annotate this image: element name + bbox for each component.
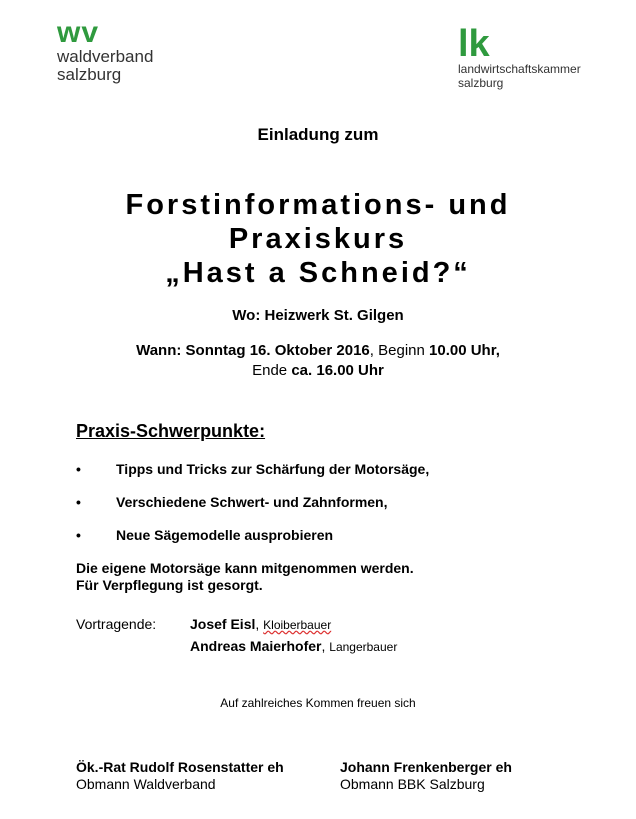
list-item	[76, 527, 333, 543]
bullet-icon: •	[76, 527, 81, 543]
intro-text: Einladung zum	[257, 125, 379, 144]
note-line-1: Die eigene Motorsäge kann mitgenommen werden.	[76, 560, 414, 576]
when-label: Wann:	[136, 342, 182, 359]
begin-time: 10.00 Uhr,	[429, 342, 500, 359]
wv-logo-line2: salzburg	[57, 65, 122, 84]
end-time: ca. 16.00 Uhr	[291, 362, 384, 379]
end-line	[0, 361, 636, 381]
bullet-icon: •	[76, 461, 81, 477]
lk-logo-line1: landwirtschaftskammer	[458, 62, 581, 76]
speaker-entry: Josef Eisl, Kloiberbauer	[190, 616, 332, 632]
begin-label: Beginn	[378, 342, 425, 359]
note-line-2: Für Verpflegung ist gesorgt.	[76, 577, 263, 593]
signature-name: Ök.-Rat Rudolf Rosenstatter eh	[76, 759, 284, 775]
title-line-2: Praxiskurs	[228, 223, 408, 255]
speaker-suffix: Kloiberbauer	[263, 618, 332, 632]
bullet-text: Tipps und Tricks zur Schärfung der Motorsäge,	[116, 461, 430, 477]
signature-name: Johann Frenkenberger eh	[340, 759, 512, 775]
signature-right	[340, 759, 512, 793]
wv-logo-line1: waldverband	[57, 47, 154, 66]
bullet-text: Verschiedene Schwert- und Zahnformen,	[116, 494, 388, 510]
list-item	[76, 494, 388, 510]
lk-logo-mark: lk	[458, 23, 490, 65]
list-item	[76, 461, 429, 477]
speakers-label: Vortragende:	[76, 616, 157, 632]
bullet-icon: •	[76, 494, 81, 510]
section-heading: Praxis-Schwerpunkte:	[76, 421, 266, 441]
end-label: Ende	[252, 362, 288, 379]
title-line-3: „Hast a Schneid?“	[165, 257, 471, 289]
speaker-name: Andreas Maierhofer	[190, 638, 322, 654]
page-title	[0, 188, 636, 290]
signature-role: Obmann BBK Salzburg	[340, 776, 485, 792]
date-line: Wann: Sonntag 16. Oktober 2016, Beginn 10.00 Uhr,	[136, 342, 500, 359]
title-line-1: Forstinformations- und	[125, 189, 511, 221]
speaker-name: Josef Eisl	[190, 616, 256, 632]
waldverband-logo	[57, 18, 153, 84]
when-day: Sonntag	[185, 342, 246, 359]
landwirtschaftskammer-logo	[458, 23, 581, 90]
bullet-text: Neue Sägemodelle ausprobieren	[116, 527, 334, 543]
speaker-entry: Andreas Maierhofer, Langerbauer	[190, 638, 398, 654]
when-date: 16. Oktober 2016	[249, 342, 370, 359]
location-text: Wo: Heizwerk St. Gilgen	[232, 307, 404, 324]
wv-logo-mark: wv	[57, 16, 100, 49]
closing-text: Auf zahlreiches Kommen freuen sich	[220, 696, 416, 710]
signature-role: Obmann Waldverband	[76, 776, 216, 792]
notes-block	[76, 560, 414, 594]
date-time-block	[0, 341, 636, 381]
lk-logo-line2: salzburg	[458, 76, 504, 90]
signature-left	[76, 759, 284, 793]
speaker-suffix: Langerbauer	[329, 640, 398, 654]
